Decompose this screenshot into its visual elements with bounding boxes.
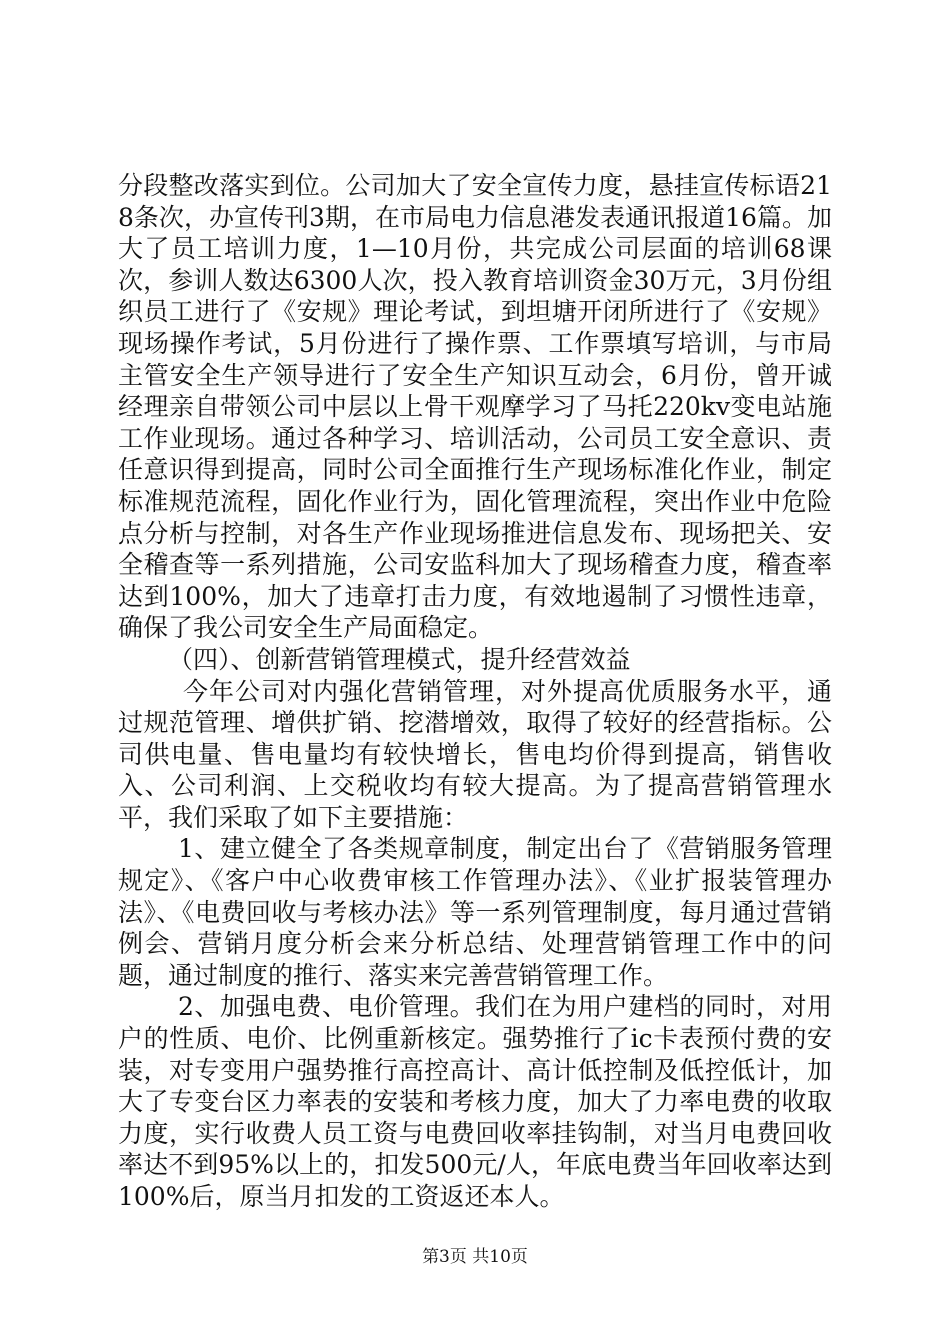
page-number-footer: 第3页 共10页 <box>422 1247 528 1267</box>
list-item-regulations: 1、建立健全了各类规章制度，制定出台了《营销服务管理规定》、《客户中心收费审核工作管理办法》、《业扩报装管理办法》、《电费回收与考核办法》等一系列管理制度，每月通过营销例会、营销月度分析会来分析总结、处理营销管理工作中的问题，通过制度的推行、落实来完善营销管理工作。 <box>118 834 832 990</box>
paragraph-safety-training: 分段整改落实到位。公司加大了安全宣传力度，悬挂宣传标语218条次，办宣传刊3期，在市局电力信息港发表通讯报道16篇。加大了员工培训力度，1—10月份，共完成公司层面的培训68课次，参训人数达6300人次，投入教育培训资金30万元，3月份组织员工进行了《安规》理论考试，到坦塘开闭所进行了《安规》现场操作考试，5月份进行了操作票、工作票填写培训，与市局主管安全生产领导进行了安全生产知识互动会，6月份，曾开诚经理亲自带领公司中层以上骨干观摩学习了马托220kv变电站施工作业现场。通过各种学习、培训活动，公司员工安全意识、责任意识得到提高，同时公司全面推行生产现场标准化作业，制定标准规范流程，固化作业行为，固化管理流程，突出作业中危险点分析与控制，对各生产作业现场推进信息发布、现场把关、安全稽查等一系列措施，公司安监科加大了现场稽查力度，稽查率达到100%，加大了违章打击力度，有效地遏制了习惯性违章，确保了我公司安全生产局面稳定。 <box>118 171 832 643</box>
list-item-tariff-management: 2、加强电费、电价管理。我们在为用户建档的同时，对用户的性质、电价、比例重新核定。强势推行了ic卡表预付费的安装，对专变用户强势推行高控高计、高计低控制及低控低计，加大了专变台区力率表的安装和考核力度，加大了力率电费的收取力度，实行收费人员工资与电费回收率挂钩制，对当月电费回收率达不到95%以上的，扣发500元/人，年底电费当年回收率达到100%后，原当月扣发的工资返还本人。 <box>118 992 832 1211</box>
section-heading-marketing: （四）、创新营销管理模式，提升经营效益 <box>168 644 631 674</box>
paragraph-marketing-intro: 今年公司对内强化营销管理，对外提高优质服务水平，通过规范管理、增供扩销、挖潜增效，取得了较好的经营指标。公司供电量、售电量均有较快增长，售电均价得到提高，销售收入、公司利润、上交税收均有较大提高。为了提高营销管理水平，我们采取了如下主要措施： <box>118 676 832 832</box>
document-body <box>118 170 832 1213</box>
